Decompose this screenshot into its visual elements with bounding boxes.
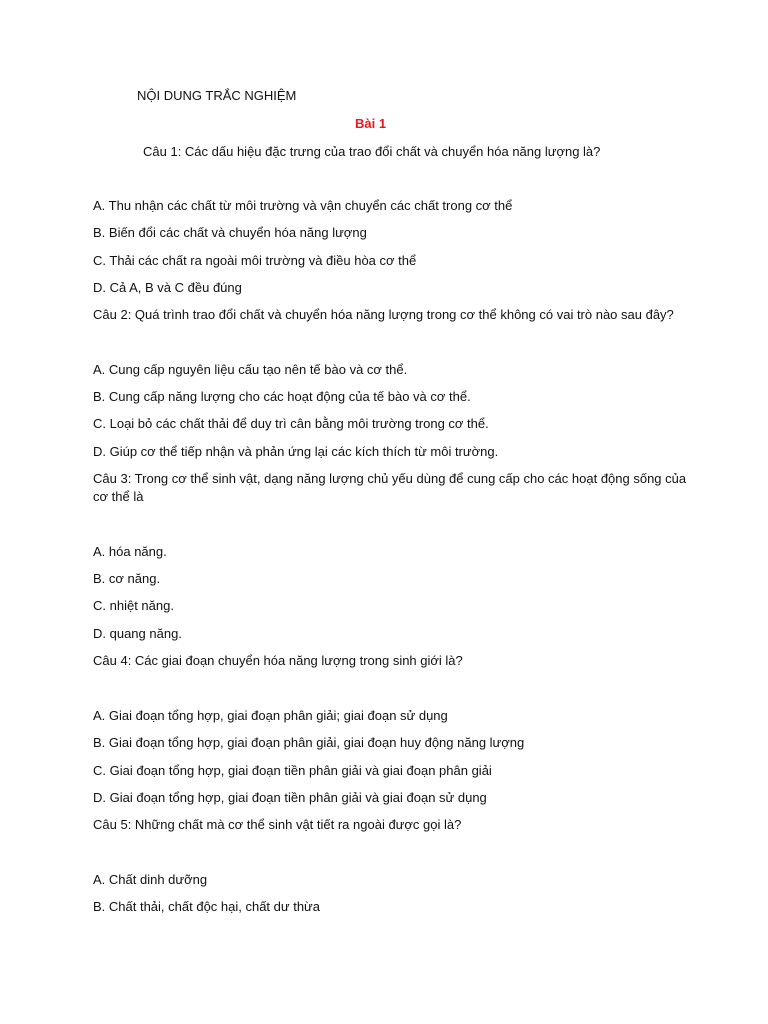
q5-option-b: B. Chất thải, chất độc hại, chất dư thừa (93, 899, 320, 914)
q4-option-a: A. Giai đoạn tổng hợp, giai đoạn phân giải; giai đoạn sử dụng (93, 708, 448, 723)
q1-option-a: A. Thu nhận các chất từ môi trường và vận chuyển các chất trong cơ thể (93, 198, 513, 213)
q1-option-d: D. Cả A, B và C đều đúng (93, 280, 242, 295)
q5-option-a: A. Chất dinh dưỡng (93, 872, 208, 887)
q2-option-b: B. Cung cấp năng lượng cho các hoạt động của tế bào và cơ thể. (93, 389, 471, 404)
q3-option-d: D. quang năng. (93, 626, 182, 641)
q3-option-a: A. hóa năng. (93, 544, 167, 559)
question-2: Câu 2: Quá trình trao đổi chất và chuyển hóa năng lượng trong cơ thể không có vai trò nào sau đây? (93, 307, 674, 322)
q4-option-c: C. Giai đoạn tổng hợp, giai đoạn tiền phân giải và giai đoạn phân giải (93, 763, 492, 778)
q1-option-c: C. Thải các chất ra ngoài môi trường và điều hòa cơ thể (93, 253, 417, 268)
q2-option-a: A. Cung cấp nguyên liệu cấu tạo nên tế bào và cơ thể. (93, 362, 408, 377)
section-title: Bài 1 (355, 116, 387, 131)
q2-option-d: D. Giúp cơ thể tiếp nhận và phản ứng lại các kích thích từ môi trường. (93, 444, 499, 459)
question-3: Câu 3: Trong cơ thể sinh vật, dạng năng lượng chủ yếu dùng để cung cấp cho các hoạt động sống của cơ thể là (93, 471, 687, 504)
document-header: NỘI DUNG TRẮC NGHIỆM (137, 88, 297, 103)
q3-option-b: B. cơ năng. (93, 571, 161, 586)
question-4: Câu 4: Các giai đoạn chuyển hóa năng lượng trong sinh giới là? (93, 653, 463, 668)
question-1: Câu 1: Các dấu hiệu đặc trưng của trao đổi chất và chuyển hóa năng lượng là? (143, 144, 601, 159)
q4-option-d: D. Giai đoạn tổng hợp, giai đoạn tiền phân giải và giai đoạn sử dụng (93, 790, 487, 805)
q2-option-c: C. Loại bỏ các chất thải để duy trì cân bằng môi trường trong cơ thể. (93, 416, 489, 431)
q3-option-c: C. nhiệt năng. (93, 598, 174, 613)
q1-option-b: B. Biến đổi các chất và chuyển hóa năng lượng (93, 225, 367, 240)
q4-option-b: B. Giai đoạn tổng hợp, giai đoạn phân giải, giai đoạn huy động năng lượng (93, 735, 525, 750)
question-5: Câu 5: Những chất mà cơ thể sinh vật tiết ra ngoài được gọi là? (93, 817, 462, 832)
